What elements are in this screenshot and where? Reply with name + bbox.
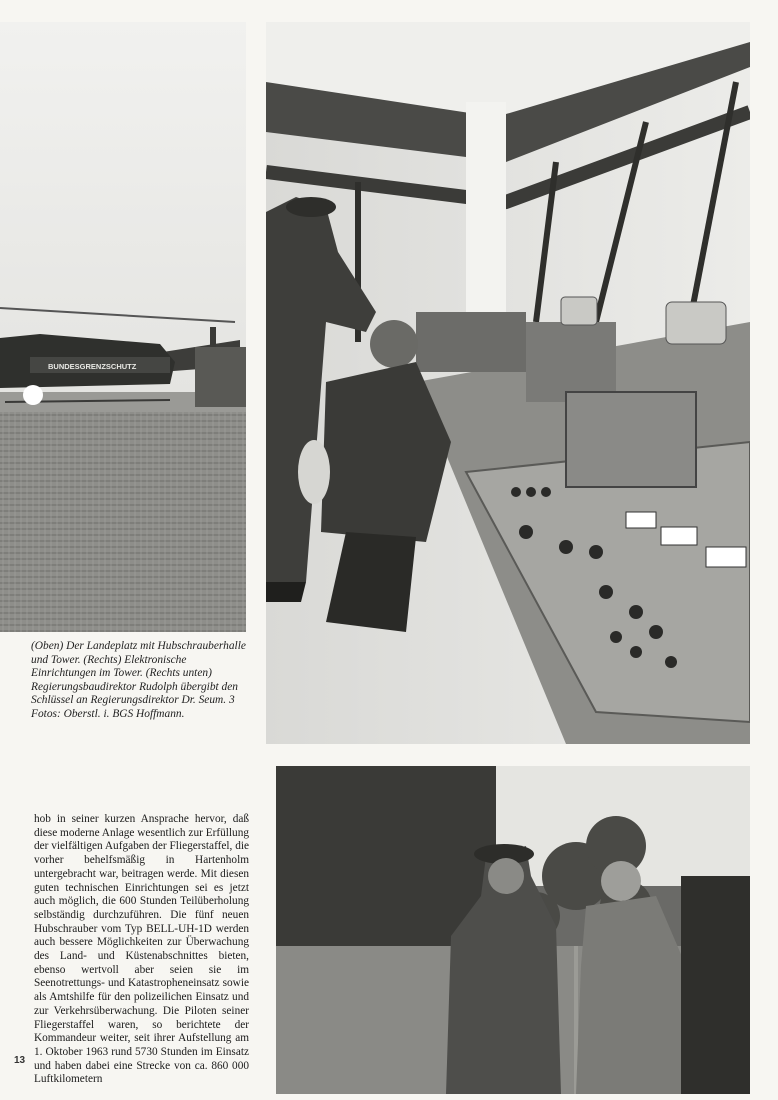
photo-caption: (Oben) Der Landeplatz mit Hubschrauberhalle und Tower. (Rechts) Elektronische Einrichtungen im Tower. (Rechts unten) Regierungsbaudirektor Rudolph übergibt den Schlüssel an Regierungsdirektor Dr. Seum. 3 Fotos: Oberstl. i. BGS Hoffmann.: [31, 640, 246, 720]
handover-photo: [276, 766, 750, 1094]
page-number: 13: [14, 1055, 26, 1066]
tower-interior-photo: [266, 22, 750, 744]
fuselage-lettering: BUNDESGRENZSCHUTZ: [48, 362, 137, 371]
helicopter-photo: [0, 22, 246, 632]
article-body-text: hob in seiner kurzen Ansprache hervor, daß diese moderne Anlage wesentlich zur Erfüllung der vielfältigen Aufgaben der Fliegerstaffel, die vorher behelfsmäßig in Hartenholm untergebracht war, beitragen werde. Mit diesen guten technischen Einrichtungen sei es jetzt auch möglich, die 600 Stunden Teilüberholung selbständig durchzuführen. Die fünf neuen Hubschrauber vom Typ BELL-UH-1D werden auch bessere Möglichkeiten zur Überwachung des Land- und Küstenabschnittes bieten, ebenso wertvoll aber seien sie im Seenotrettungs- und Katastropheneinsatz sowie als Amtshilfe für den polizeilichen Einsatz und zur Verkehrsüberwachung. Die Piloten seiner Fliegerstaffel waren, so berichtete der Kommandeur weiter, seit ihrer Aufstellung am 1. Oktober 1963 rund 5730 Stunden im Einsatz und haben dabei eine Strecke von ca. 860 000 Luftkilometern: [34, 813, 249, 1086]
